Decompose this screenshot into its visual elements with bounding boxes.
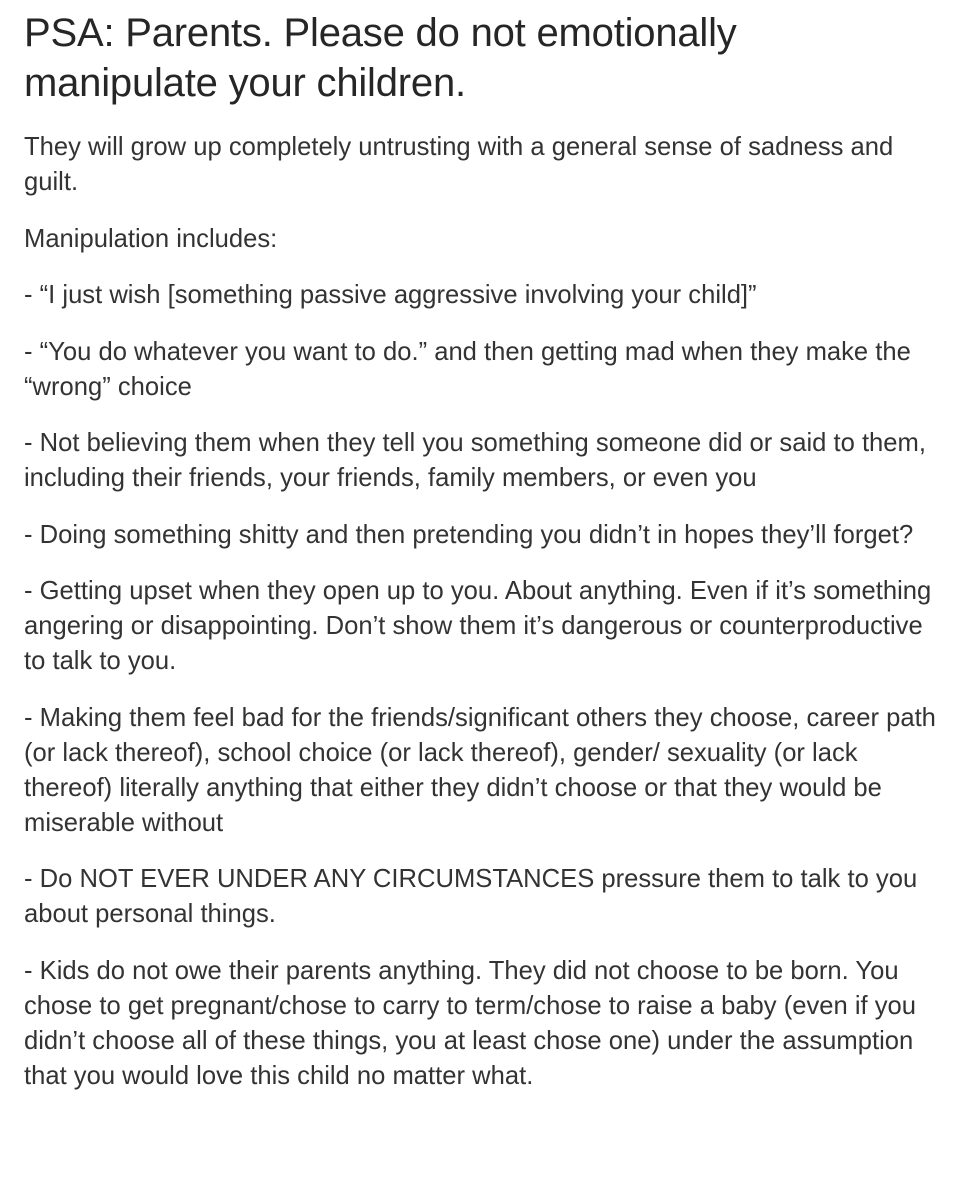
list-item: - Do NOT EVER UNDER ANY CIRCUMSTANCES pressure them to talk to you about personal things.	[24, 865, 918, 928]
list-item: - “I just wish [something passive aggressive involving your child]”	[24, 281, 757, 309]
list-item: - Making them feel bad for the friends/significant others they choose, career path (or lack thereof), school choice (or lack thereof), gender/ sexuality (or lack thereof) literally anything that either they didn’t choose or that they would be miserable without	[24, 703, 936, 837]
list-item: - Doing something shitty and then pretending you didn’t in hopes they’ll forget?	[24, 520, 914, 549]
list-heading: Manipulation includes:	[24, 224, 278, 253]
list-item: - “You do whatever you want to do.” and then getting mad when they make the “wrong” choice	[24, 337, 911, 401]
intro-paragraph: They will grow up completely untrusting with a general sense of sadness and guilt.	[24, 133, 894, 196]
list-item: - Not believing them when they tell you something someone did or said to them, including their friends, your friends, family members, or even you	[24, 429, 926, 492]
list-item: - Kids do not owe their parents anything. They did not choose to be born. You chose to get pregnant/chose to carry to term/chose to raise a baby (even if you didn’t choose all of these things, you at least chose one) under the assumption that you would love this child no matter what.	[24, 956, 917, 1090]
post-title: PSA: Parents. Please do not emotionally manipulate your children.	[24, 11, 737, 105]
post	[24, 8, 936, 1115]
list-item: - Getting upset when they open up to you. About anything. Even if it’s something angering or disappointing. Don’t show them it’s dangerous or counterproductive to talk to you.	[24, 577, 932, 675]
post-body	[24, 130, 936, 1094]
